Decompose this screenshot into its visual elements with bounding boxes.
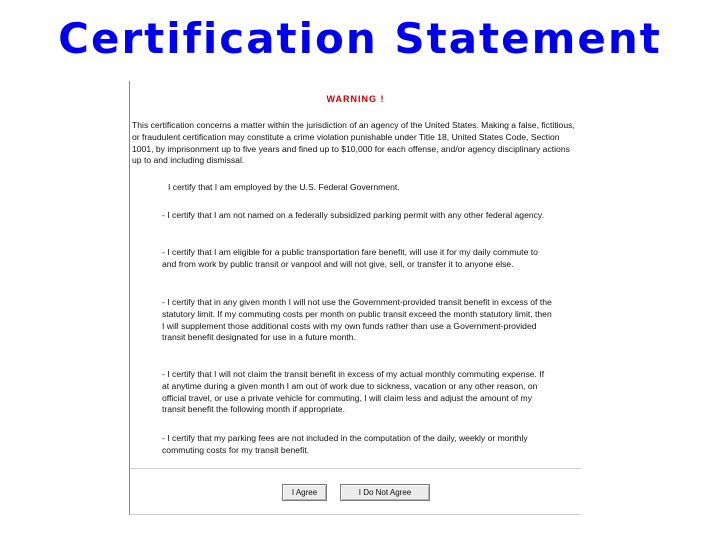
certification-item: - I certify that my parking fees are not included in the computation of the daily, weekly or monthly commuting costs for my transit benefit. [162,433,528,455]
warning-heading: WARNING ! [326,94,385,104]
certification-form [129,81,581,515]
certification-item: - I certify that I am not named on a federally subsidized parking permit with any other federal agency. [162,210,544,220]
employment-statement: I certify that I am employed by the U.S. Federal Government. [168,182,400,192]
certification-item: - I certify that in any given month I will not use the Government-provided transit benefit in excess of the statutory limit. If my commuting costs per month on public transit exceed the month statutory limit, then I will supplement those additional costs with my own funds rather than use a Government-provided transit benefit designated for use in a future month. [162,297,552,343]
slide-title: Certification Statement [58,14,662,63]
certification-item: - I certify that I am eligible for a public transportation fare benefit, will use it for my daily commute to and from work by public transit or vanpool and will not give, sell, or transfer it to anyone else. [162,247,538,269]
certification-item: - I certify that I will not claim the transit benefit in excess of my actual monthly commuting expense. If at anytime during a given month I am out of work due to sickness, vacation or any other reason, on official travel, or use a private vehicle for commuting, I will claim less and adjust the amount of my transit benefit the following month if appropriate. [162,369,545,415]
do-not-agree-button[interactable]: I Do Not Agree [340,484,430,501]
agree-button[interactable]: I Agree [282,484,327,501]
warning-text: This certification concerns a matter within the jurisdiction of an agency of the United States. Making a false, fictitious, or fraudulent certification may constitute a crime violation punishable under Title 18, United States Code, Section 1001, by imprisonment up to five years and fined up to $10,000 for each offense, and/or agency disciplinary actions up to and including dismissal. [132,120,575,166]
